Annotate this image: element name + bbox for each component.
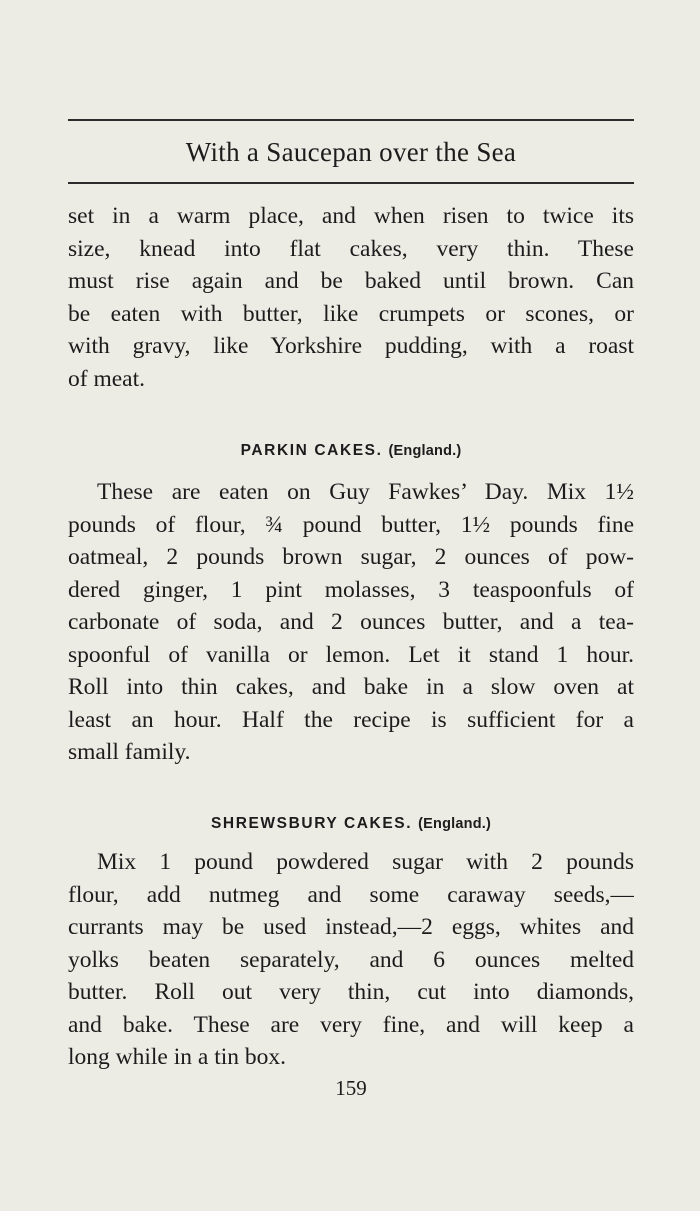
text-line: long while in a tin box. (68, 1044, 287, 1070)
text-line: be eaten with butter, like crumpets or scones, or (68, 300, 634, 327)
text-line: yolks beaten separately, and 6 ounces melted (68, 946, 634, 973)
text-line: These are eaten on Guy Fawkes’ Day. Mix 1½ (97, 479, 634, 505)
recipe-heading-parkin (68, 440, 634, 462)
text-line: currants may be used instead,—2 eggs, whites and (68, 914, 634, 940)
text-line: with gravy, like Yorkshire pudding, with a roast (68, 333, 634, 359)
recipe-region: (England.) (388, 443, 462, 459)
recipe-title: PARKIN CAKES. (240, 442, 383, 459)
text-line: of meat. (68, 365, 145, 392)
recipe-region: (England.) (418, 816, 492, 832)
recipe-heading-shrewsbury (68, 813, 634, 835)
page-number: 159 (335, 1076, 367, 1100)
continuation-paragraph (68, 200, 634, 395)
header-rule-top (68, 119, 634, 121)
text-line: spoonful of vanilla or lemon. Let it stand 1 hour. (68, 641, 634, 668)
header-rule-bottom (68, 182, 634, 184)
text-line: size, knead into flat cakes, very thin. These (68, 235, 634, 262)
text-line: pounds of flour, ¾ pound butter, 1½ pounds fine (68, 511, 634, 538)
text-line: Mix 1 pound powdered sugar with 2 pounds (97, 849, 634, 875)
recipe-body-parkin (68, 476, 634, 769)
text-line: butter. Roll out very thin, cut into diamonds, (68, 979, 634, 1005)
text-line: and bake. These are very fine, and will keep a (68, 1011, 634, 1038)
text-line: oatmeal, 2 pounds brown sugar, 2 ounces of pow- (68, 544, 634, 570)
text-line: flour, add nutmeg and some caraway seeds,— (68, 881, 634, 908)
text-line: least an hour. Half the recipe is sufficient for a (68, 706, 634, 733)
recipe-title: SHREWSBURY CAKES. (210, 815, 413, 832)
running-head: With a Saucepan over the Sea (185, 137, 517, 167)
text-line: must rise again and be baked until brown. Can (68, 268, 634, 294)
recipe-body-shrewsbury (68, 846, 634, 1074)
text-line: dered ginger, 1 pint molasses, 3 teaspoonfuls of (68, 576, 634, 603)
text-line: carbonate of soda, and 2 ounces butter, and a tea- (68, 609, 634, 635)
text-line: small family. (68, 739, 191, 765)
text-line: set in a warm place, and when risen to twice its (68, 203, 634, 229)
text-line: Roll into thin cakes, and bake in a slow oven at (68, 674, 634, 700)
